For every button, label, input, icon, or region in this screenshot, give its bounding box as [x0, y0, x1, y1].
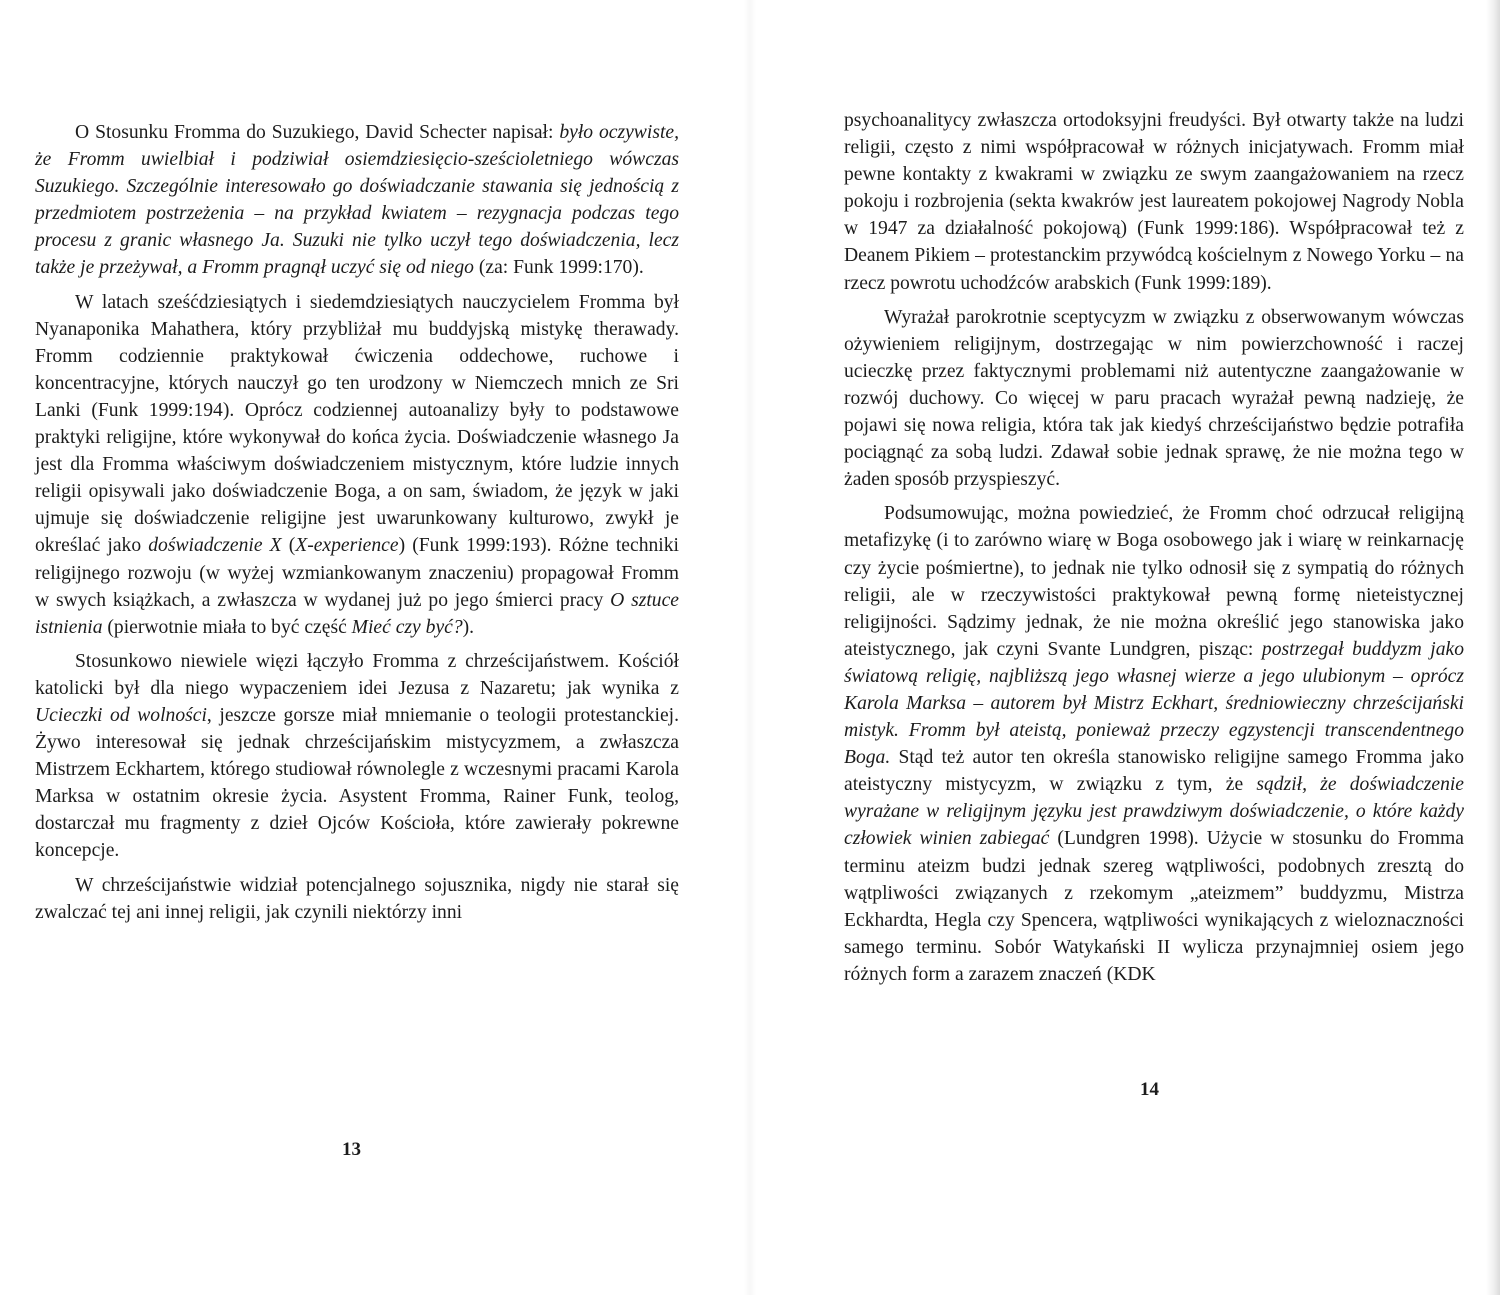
left-page-text	[35, 119, 679, 926]
paragraph	[844, 500, 1464, 988]
paragraph	[35, 289, 679, 641]
page-number-right: 14	[1140, 1079, 1159, 1100]
text-segment: (	[281, 535, 296, 557]
page-number-left: 13	[342, 1139, 361, 1160]
text-segment: , jeszcze gorsze miał mniemanie o teologii protestanckiej. Żywo interesował się jednak chrześcijańskim mistycyzmem, a zwłaszcza Mistrzem Eckhartem, którego studiował równolegle z wczesnymi pracami Karola Marksa w ostatnim okresie życia. Asystent Fromma, Rainer Funk, teolog, dostarczał mu fragmenty z dzieł Ojców Kościoła, które zawierały pokrewne koncepcje.	[35, 704, 679, 862]
italic-quote-segment: Ucieczki od wolności	[35, 704, 207, 726]
italic-quote-segment: doświadczenie X	[148, 535, 282, 557]
text-segment: Stąd też autor ten określa stanowisko religijne samego Fromma jako ateistyczny mistycyzm, w związku z tym, że	[844, 747, 1464, 796]
text-segment: (za: Funk 1999:170).	[473, 257, 644, 279]
paragraph	[844, 107, 1464, 297]
text-segment: W chrześcijaństwie widział potencjalnego sojusznika, nigdy nie starał się zwalczać tej ani innej religii, jak czynili niektórzy inni	[35, 874, 679, 923]
text-segment: Stosunkowo niewiele więzi łączyło Fromma z chrześcijaństwem. Kościół katolicki był dla niego wypaczeniem idei Jezusa z Nazaretu; jak wynika z	[35, 650, 679, 699]
right-page-text	[844, 107, 1464, 988]
italic-quote-segment: X-experience	[295, 535, 399, 557]
paragraph	[35, 119, 679, 282]
italic-quote-segment: O sztuce istnienia	[35, 589, 679, 638]
italic-quote-segment: postrzegał buddyzm jako światową religię, najbliższą jego własnej wierze a jego ulubionym – oprócz Karola Marksa – autorem był Mistrz Eckhart, średniowieczny chrześcijański mistyk. Fromm był ateistą, ponieważ przeczy egzystencji transcendentnego Boga.	[844, 638, 1464, 769]
right-page	[750, 0, 1500, 1295]
paragraph	[35, 648, 679, 865]
text-segment: Wyrażał parokrotnie sceptycyzm w związku z obserwowanym wówczas ożywieniem religijnym, dostrzegając w nim powierzchowność i raczej ucieczkę przez faktycznymi problemami niż autentyczne zaangażowanie w rozwój duchowy. Co więcej w paru pracach wyrażał pewną nadzieję, że pojawi się nowa religia, która tak jak kiedyś chrześcijaństwo będzie potrafiła pociągnąć za sobą ludzi. Zdawał sobie jednak sprawę, że nie można tego w żaden sposób przyspieszyć.	[844, 306, 1464, 491]
paragraph	[844, 304, 1464, 494]
text-segment: W latach sześćdziesiątych i siedemdziesiątych nauczycielem Fromma był Nyanaponika Mahathera, który przybliżał mu buddyjską mistykę therawady. Fromm codziennie praktykował ćwiczenia oddechowe, ruchowe i koncentracyjne, których nauczył go ten urodzony w Niemczech mnich ze Sri Lanki (Funk 1999:194). Oprócz codziennej autoanalizy były to podstawowe praktyki religijne, które wykonywał do końca życia. Doświadczenie własnego Ja jest dla Fromma właściwym doświadczeniem mistycznym, które ludzie innych religii opisywali jako doświadczenie Boga, a on sam, świadom, że język w jaki ujmuje się doświadczenie religijne jest uwarunkowany kulturowo, zwykł je określać jako	[35, 291, 679, 557]
italic-quote-segment: było oczywiste, że Fromm uwielbiał i podziwiał osiemdziesięcio-sześcioletniego wówczas Suzukiego. Szczególnie interesowało go doświadczanie stawania się jednością z przedmiotem postrzeżenia – na przykład kwiatem – rezygnacja podczas tego procesu z granic własnego Ja. Suzuki nie tylko uczył tego doświadczenia, lecz także je przeżywał, a Fromm pragnął uczyć się od niego	[35, 122, 679, 279]
italic-quote-segment: Mieć czy być?	[351, 616, 463, 638]
text-segment: Podsumowując, można powiedzieć, że Fromm choć odrzucał religijną metafizykę (i to zarówno wiarę w Boga osobowego jak i wiarę w reinkarnację czy życie pośmiertne), to jednak nie tylko odnosił się z sympatią do różnych religii, ale w rzeczywistości praktykował pewną formę nieteistycznej religijności. Sądzimy jednak, że nie można określić jego stanowiska jako ateistycznego, jak czyni Svante Lundgren, pisząc:	[844, 503, 1464, 660]
italic-quote-segment: sądził, że doświadczenie wyrażane w religijnym języku jest prawdziwym doświadczenie, o które każdy człowiek winien zabiegać	[844, 774, 1465, 850]
text-segment: O Stosunku Fromma do Suzukiego, David Schecter napisał:	[75, 122, 560, 143]
text-segment: (pierwotnie miała to być część	[102, 616, 352, 638]
text-segment: (Lundgren 1998). Użycie w stosunku do Fromma terminu ateizm budzi jednak szereg wątpliwości, podobnych zresztą do wątpliwości związanych z rzekomym „ateizmem” buddyzmu, Mistrza Eckhardta, Hegla czy Spencera, wątpliwości wynikających z wieloznaczności samego terminu. Sobór Watykański II wylicza przynajmniej osiem jego różnych form a zarazem znaczeń (KDK	[844, 828, 1464, 985]
text-segment: ) (Funk 1999:193). Różne techniki religijnego rozwoju (w wyżej wzmiankowanym znaczeniu) propagował Fromm w swych książkach, a zwłaszcza w wydanej już po jego śmierci pracy	[35, 535, 679, 611]
paragraph	[35, 872, 679, 926]
text-segment: psychoanalitycy zwłaszcza ortodoksyjni freudyści. Był otwarty także na ludzi religii, często z nimi współpracował w różnych inicjatywach. Fromm miał pewne kontakty z kwakrami w związku ze swym zaangażowaniem na rzecz pokoju i rozbrojenia (sekta kwakrów jest laureatem pokojowej Nagrody Nobla w 1947 za działalność pokojową) (Funk 1999:186). Współpracował też z Deanem Pikiem – protestanckim przywódcą kościelnym z Nowego Yorku – na rzecz powrotu uchodźców arabskich (Funk 1999:189).	[844, 110, 1464, 294]
text-segment: ).	[462, 616, 475, 638]
page-edge-shadow	[1486, 0, 1500, 1295]
